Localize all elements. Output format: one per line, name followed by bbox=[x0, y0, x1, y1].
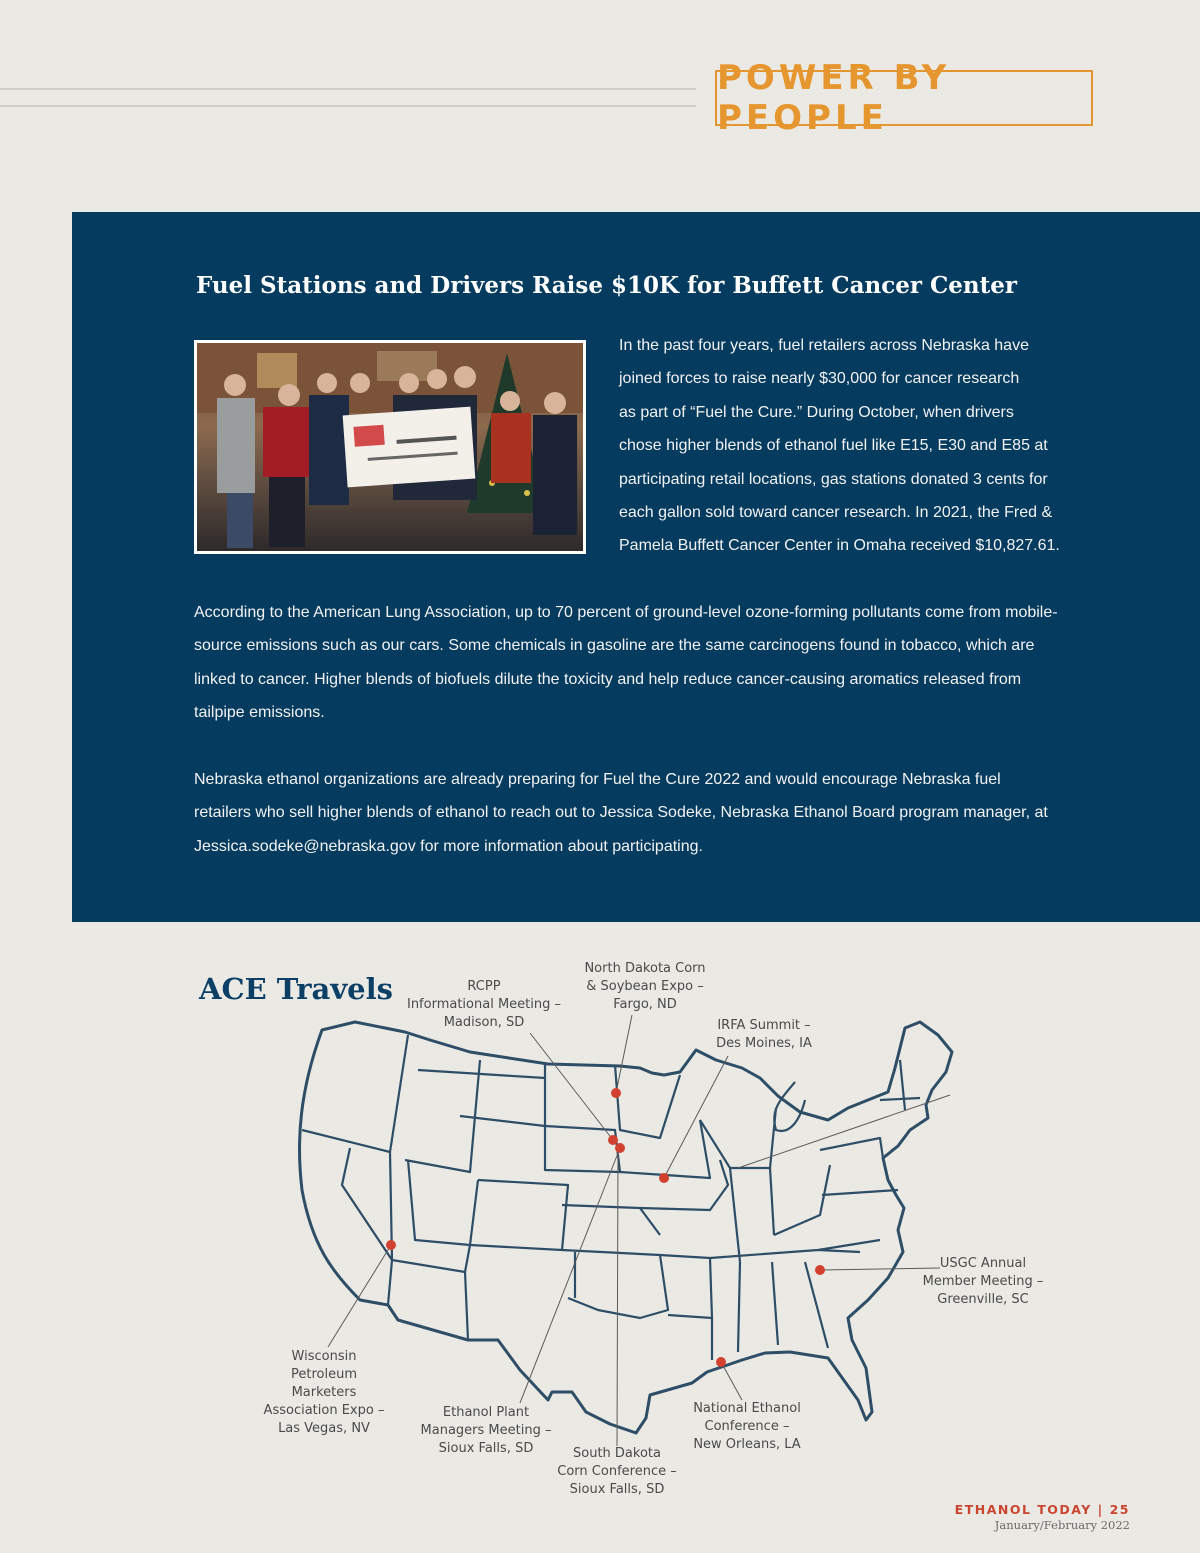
travels-title: ACE Travels bbox=[199, 972, 393, 1006]
article-headline: Fuel Stations and Drivers Raise $10K for Buffett Cancer Center bbox=[196, 272, 1018, 299]
article-photo bbox=[194, 340, 586, 554]
footer-issue-date: January/February 2022 bbox=[994, 1518, 1130, 1532]
intro-line: joined forces to raise nearly $30,000 for cancer research bbox=[619, 370, 1020, 388]
paragraph-line: source emissions such as our cars. Some chemicals in gasoline are the same carcinogens found in tobacco, which are bbox=[194, 637, 1035, 655]
paragraph-line: retailers who sell higher blends of ethanol to reach out to Jessica Sodeke, Nebraska Ethanol Board program manager, at bbox=[194, 804, 1048, 822]
footer-magazine: ETHANOL TODAY | 25 bbox=[954, 1502, 1130, 1517]
event-label-ethanol-plant: Ethanol Plant Managers Meeting – Sioux Falls, SD bbox=[420, 1405, 552, 1456]
us-map bbox=[0, 930, 1200, 1530]
state-borders bbox=[302, 1035, 920, 1360]
marker-madison bbox=[608, 1135, 618, 1145]
header-rule-top bbox=[0, 88, 696, 90]
intro-line: participating retail locations, gas stations donated 3 cents for bbox=[619, 470, 1048, 488]
intro-line: each gallon sold toward cancer research. In 2021, the Fred & bbox=[619, 504, 1053, 522]
event-label-wisconsin: Wisconsin Petroleum Marketers Association Expo – Las Vegas, NV bbox=[263, 1349, 385, 1436]
event-label-usgc: USGC Annual Member Meeting – Greenville, SC bbox=[922, 1256, 1044, 1307]
paragraph-line: Jessica.sodeke@nebraska.gov for more information about participating. bbox=[194, 837, 703, 855]
group-photo-illustration bbox=[197, 343, 583, 551]
intro-line: as part of “Fuel the Cure.” During October, when drivers bbox=[619, 403, 1014, 421]
event-label-nd-corn: North Dakota Corn & Soybean Expo – Fargo, ND bbox=[584, 961, 706, 1012]
intro-line: Pamela Buffett Cancer Center in Omaha received $10,827.61. bbox=[619, 537, 1060, 555]
article-intro bbox=[619, 329, 1094, 563]
event-label-sd-corn: South Dakota Corn Conference – Sioux Falls, SD bbox=[557, 1446, 677, 1497]
event-label-irfa: IRFA Summit – Des Moines, IA bbox=[716, 1018, 812, 1051]
section-title: POWER BY PEOPLE bbox=[715, 70, 1093, 126]
paragraph-line: According to the American Lung Association, up to 70 percent of ground-level ozone-forming pollutants come from mobile- bbox=[194, 604, 1058, 621]
intro-line: In the past four years, fuel retailers across Nebraska have bbox=[619, 337, 1029, 354]
marker-fargo bbox=[611, 1088, 621, 1098]
marker-sioux-falls bbox=[615, 1143, 625, 1153]
intro-line: chose higher blends of ethanol fuel like E15, E30 and E85 at bbox=[619, 437, 1048, 455]
header-rule-bottom bbox=[0, 105, 696, 107]
marker-greenville bbox=[815, 1265, 825, 1275]
us-outline bbox=[299, 1022, 952, 1433]
article-paragraph-3 bbox=[194, 763, 1114, 863]
marker-des-moines bbox=[659, 1173, 669, 1183]
paragraph-line: Nebraska ethanol organizations are already preparing for Fuel the Cure 2022 and would encourage Nebraska fuel bbox=[194, 771, 1001, 788]
event-label-rcpp: RCPP Informational Meeting – Madison, SD bbox=[406, 979, 561, 1030]
marker-new-orleans bbox=[716, 1357, 726, 1367]
paragraph-line: tailpipe emissions. bbox=[194, 704, 325, 722]
marker-las-vegas bbox=[386, 1240, 396, 1250]
leader-lines bbox=[328, 1015, 950, 1446]
paragraph-line: linked to cancer. Higher blends of biofuels dilute the toxicity and help reduce cancer-causing aromatics released from bbox=[194, 670, 1022, 688]
article-panel bbox=[72, 212, 1200, 922]
event-label-nec: National Ethanol Conference – New Orleans, LA bbox=[693, 1401, 801, 1452]
article-paragraph-2 bbox=[194, 596, 1114, 730]
